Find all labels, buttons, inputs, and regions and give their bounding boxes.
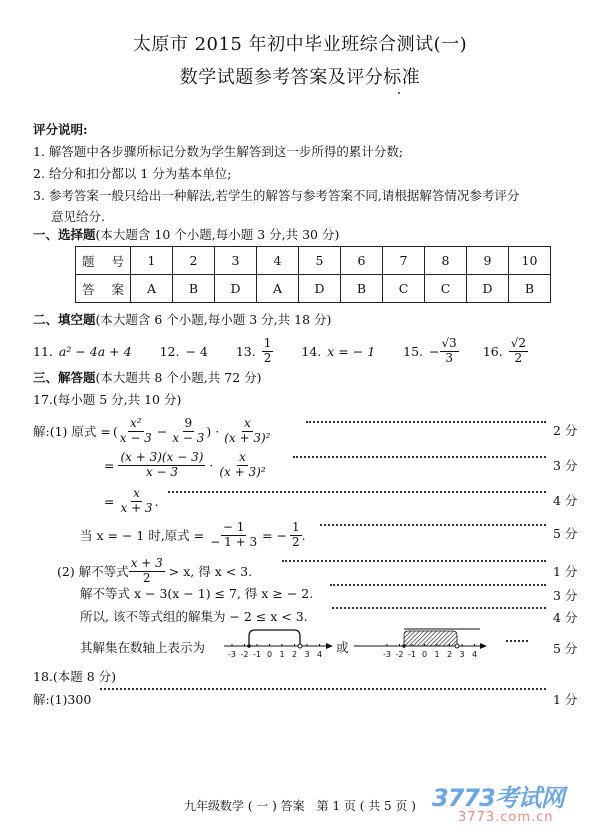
numerator: 1 (263, 336, 272, 351)
axis-tick-label: 4 (471, 650, 478, 659)
open-paren: ( (112, 423, 118, 439)
q17-part1-line4 (80, 518, 306, 552)
section3-note: (本大题共 8 个小题,共 72 分) (95, 370, 262, 385)
q13-answer (262, 337, 274, 364)
q15-sign: − (429, 343, 440, 359)
watermark-url: 3773.com.cn (458, 810, 554, 825)
axis-arrow (480, 643, 487, 649)
numerator: √2 (510, 336, 526, 351)
question-number-cell: 7 (383, 247, 425, 275)
numerator: x + 3 (130, 556, 163, 571)
score-label: 3 分 (553, 458, 578, 473)
question-number-cell: 10 (509, 247, 551, 275)
answer-cell: B (173, 275, 215, 303)
q17-heading: 17.(每小题 5 分,共 10 分) (33, 392, 182, 407)
equals-sign: = (104, 457, 115, 473)
score-label: 4 分 (553, 493, 578, 508)
axis-arrow (326, 643, 333, 649)
dotted-leader (306, 421, 546, 423)
denominator: x − 3 (119, 430, 152, 445)
numerator: x (243, 416, 251, 431)
denominator: − 1 + 3 (210, 534, 258, 549)
dotted-leader (506, 640, 528, 642)
question-number-cell: 3 (215, 247, 257, 275)
score-label: 3 分 (553, 588, 578, 603)
fraction (208, 521, 259, 548)
axis-tick-label: 1 (279, 650, 285, 659)
answer-cell: D (215, 275, 257, 303)
equals-sign: = (104, 493, 115, 509)
answer-cell: A (257, 275, 299, 303)
q17-part1-prefix: 解:(1) 原式 = (33, 424, 111, 439)
open-endpoint (455, 644, 459, 648)
fraction (217, 451, 267, 478)
fill-in-answers (33, 338, 528, 364)
score-label: 5 分 (553, 641, 578, 656)
fraction (118, 451, 205, 478)
multiple-choice-answer-table (75, 246, 551, 303)
dotted-leader (293, 456, 546, 458)
q14-label: 14. (301, 343, 322, 359)
section1-note: (本大题含 10 个小题,每小题 3 分,共 30 分) (95, 227, 340, 242)
grading-note-3-cont: 意见给分. (51, 209, 105, 224)
q12-label: 12. (159, 343, 180, 359)
dotted-leader (282, 560, 546, 562)
axis-tick-label: 2 (291, 650, 298, 659)
axis-tick-label: -2 (395, 650, 404, 659)
denominator: 2 (142, 570, 151, 585)
question-number-cell: 8 (425, 247, 467, 275)
axis-tick-label: -3 (383, 650, 391, 659)
numerator: √3 (441, 336, 457, 351)
fraction (129, 557, 165, 584)
denominator: 3 (445, 350, 453, 365)
section1-heading (33, 225, 339, 243)
closed-endpoint (247, 644, 251, 648)
fraction (170, 417, 206, 444)
numerator: − 1 (222, 520, 245, 535)
table-header-cell (76, 247, 131, 275)
axis-tick-label: -1 (408, 650, 416, 659)
denominator: (x + 3)² (224, 430, 271, 445)
header-char: 案 (111, 281, 124, 297)
axis-tick-label: 4 (316, 650, 323, 659)
part2-prefix: (2) 解不等式 (57, 564, 129, 579)
q17-part2-line3: 所以, 该不等式组的解集为 − 2 ≤ x < 3. (80, 609, 308, 624)
page-footer: 九年级数学 ( 一 ) 答案 第 1 页 ( 共 5 页 ) (184, 799, 416, 813)
dotted-leader (320, 524, 546, 526)
axis-tick-label: -2 (240, 650, 249, 659)
question-number-cell: 5 (299, 247, 341, 275)
denominator: 2 (263, 350, 272, 365)
close-paren: ) · (206, 423, 220, 439)
denominator: 2 (514, 350, 523, 365)
fraction (222, 417, 272, 444)
number-line-intro: 其解集在数轴上表示为 (80, 640, 206, 655)
or-text: 或 (336, 640, 349, 655)
fraction (290, 521, 302, 548)
answer-cell: C (425, 275, 467, 303)
dotted-leader (100, 688, 546, 690)
hatched-region (404, 631, 457, 646)
denominator: 2 (292, 534, 300, 549)
section2-note: (本大题含 6 个小题,每小题 3 分,共 18 分) (95, 312, 332, 327)
axis-tick-label: 0 (421, 650, 428, 659)
q16-label: 16. (482, 343, 503, 359)
question-number-cell: 6 (341, 247, 383, 275)
number-line-2 (352, 626, 492, 660)
q18-heading: 18.(本题 8 分) (33, 669, 117, 684)
axis-tick-label: -3 (228, 650, 236, 659)
numerator: 1 (292, 520, 300, 535)
denominator: x − 3 (145, 464, 178, 479)
answer-cell: B (509, 275, 551, 303)
q17-part1-line2 (104, 448, 268, 482)
section1-title: 一、选择题 (33, 227, 96, 242)
axis-tick-label: 1 (434, 650, 440, 659)
multiply-dot: · (209, 457, 214, 473)
dotted-leader (168, 491, 546, 493)
numerator: x (239, 450, 246, 465)
grading-note-1: 1. 解答题中各步骤所标记分数为学生解答到这一步所得的累计分数; (33, 144, 404, 159)
minus-sign: − (156, 423, 168, 439)
axis-tick-label: 3 (304, 650, 310, 659)
section2-title: 二、填空题 (33, 312, 96, 327)
axis-tick-label: 3 (459, 650, 465, 659)
solution-bracket (249, 630, 300, 646)
numerator: x² (129, 416, 142, 431)
section3-heading (33, 368, 262, 386)
q11-answer: a² − 4a + 4 (58, 343, 132, 359)
watermark-brand: 3773考试网 (432, 784, 564, 812)
equals-sign: = − (262, 527, 287, 543)
number-line-1 (222, 626, 334, 660)
q12-answer: − 4 (185, 343, 208, 359)
table-row-answers (76, 275, 551, 303)
axis-tick-label: -1 (253, 650, 261, 659)
open-endpoint (298, 644, 302, 648)
q17-part2-line1 (57, 555, 252, 587)
axis-tick-label: 2 (446, 650, 453, 659)
q18-answer-1: 解:(1)300 (33, 692, 92, 707)
stray-dot (398, 92, 400, 94)
q17-part1-line3 (104, 484, 159, 518)
grading-note-3: 3. 参考答案一般只给出一种解法,若学生的解答与参考答案不同,请根据解答情况参考评分 (33, 188, 520, 203)
table-header-cell (76, 275, 131, 303)
denominator: x − 3 (172, 430, 205, 445)
fraction (118, 417, 154, 444)
section2-heading (33, 310, 331, 328)
denominator: x + 3 (120, 500, 153, 515)
numerator: x (133, 486, 140, 501)
score-label: 4 分 (553, 610, 578, 625)
period: . (154, 493, 159, 509)
question-number-cell: 4 (257, 247, 299, 275)
dotted-leader (332, 607, 546, 609)
substitution-text: 当 x = − 1 时,原式 = (80, 528, 205, 543)
grading-note-2: 2. 给分和扣分都以 1 分为基本单位; (33, 166, 232, 181)
answer-cell: C (383, 275, 425, 303)
denominator: (x + 3)² (219, 464, 266, 479)
q15-label: 15. (403, 343, 424, 359)
q17-part2-line2: 解不等式 x − 3(x − 1) ≤ 7, 得 x ≥ − 2. (80, 586, 314, 601)
document-subtitle: 数学试题参考答案及评分标准 (179, 67, 421, 88)
numerator: 9 (184, 416, 193, 431)
score-label: 1 分 (553, 692, 578, 707)
q13-label: 13. (235, 343, 256, 359)
period: . (301, 527, 306, 543)
score-label: 5 分 (553, 526, 578, 541)
document-title: 太原市 2015 年初中毕业班综合测试(一) (132, 34, 468, 55)
header-char: 号 (111, 253, 124, 269)
q15-answer (440, 337, 459, 364)
q17-part1-line1 (33, 414, 273, 448)
question-number-cell: 1 (131, 247, 173, 275)
answer-cell: A (131, 275, 173, 303)
numerator: (x + 3)(x − 3) (120, 450, 204, 465)
q14-answer: x = − 1 (327, 343, 376, 359)
closed-endpoint (402, 644, 406, 648)
header-char: 题 (82, 253, 95, 269)
q11-label: 11. (33, 343, 53, 359)
section3-title: 三、解答题 (33, 370, 96, 385)
header-char: 答 (82, 281, 95, 297)
score-label: 2 分 (553, 423, 578, 438)
axis-tick-label: 0 (266, 650, 273, 659)
table-row-question-numbers (76, 247, 551, 275)
fraction (118, 487, 154, 514)
dotted-leader (330, 584, 546, 586)
grading-notes-heading: 评分说明: (33, 122, 88, 137)
score-label: 1 分 (553, 564, 578, 579)
answer-cell: D (299, 275, 341, 303)
answer-cell: B (341, 275, 383, 303)
question-number-cell: 9 (467, 247, 509, 275)
q16-answer (509, 337, 528, 364)
question-number-cell: 2 (173, 247, 215, 275)
inequality-result: > x, 得 x < 3. (168, 564, 253, 579)
answer-cell: D (467, 275, 509, 303)
